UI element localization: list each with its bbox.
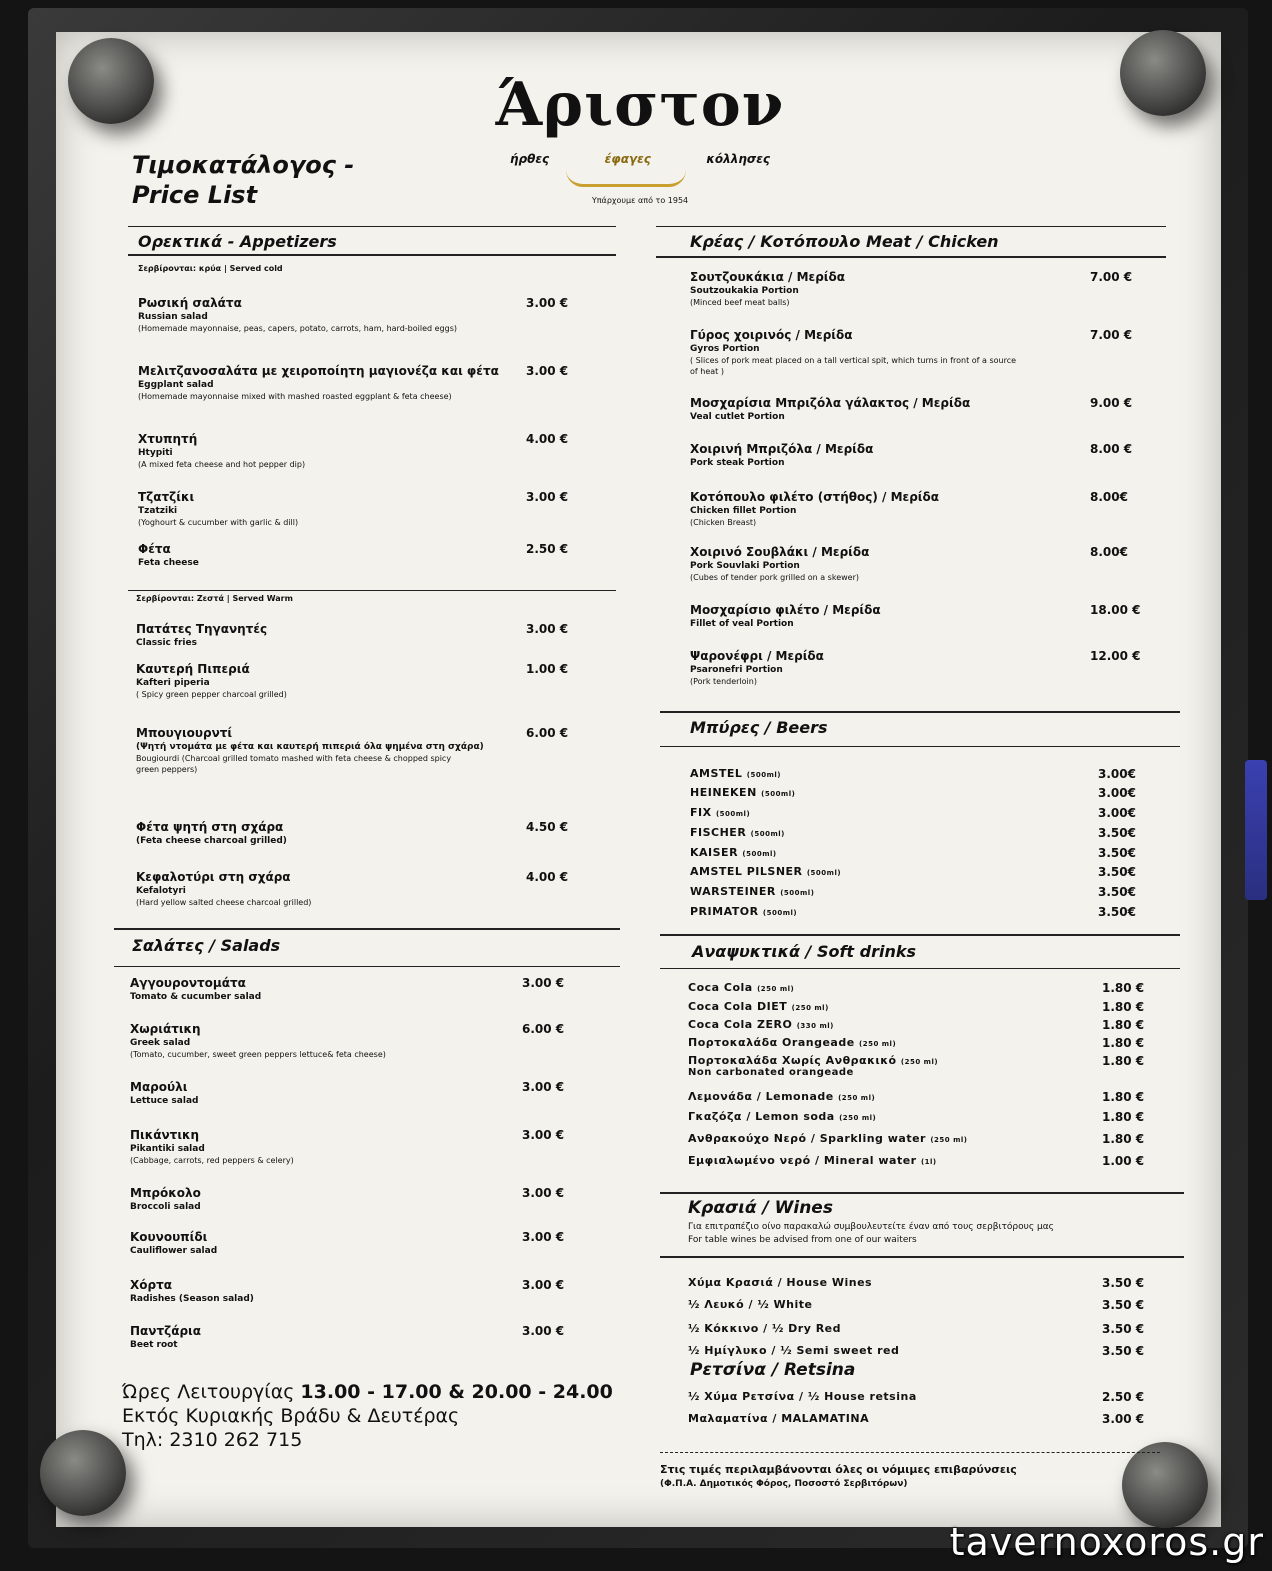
drink-size: (250 ml): [791, 1004, 829, 1012]
pin-bottom-left: [40, 1430, 126, 1516]
menu-item: [138, 542, 199, 569]
item-name: Μελιτζανοσαλάτα με χειροποίητη μαγιονέζα και φέτα: [138, 364, 499, 378]
section-appetizers-heading: Ορεκτικά - Appetizers: [138, 232, 337, 251]
item-description: (Homemade mayonnaise, peas, capers, potato, carrots, ham, hard-boiled eggs): [138, 324, 457, 333]
item-name: Πατάτες Τηγανητές: [136, 622, 268, 636]
item-price: 18.00 €: [1090, 603, 1141, 617]
item-price: 8.00 €: [1090, 442, 1133, 456]
item-description: (A mixed feta cheese and hot pepper dip): [138, 460, 306, 469]
item-price: 2.50 €: [526, 542, 569, 556]
item-english-name: (Ψητή ντομάτα με φέτα και καυτερή πιπεριά όλα ψημένα στη σχάρα): [136, 742, 484, 752]
tax-note-line-1: Στις τιμές περιλαμβάνονται όλες οι νόμιμες επιβαρύνσεις: [660, 1463, 1017, 1476]
drink-name: Coca Cola ZERO: [688, 1018, 793, 1031]
drink-row: [690, 885, 814, 898]
section-retsina-heading: Ρετσίνα / Retsina: [690, 1360, 856, 1380]
item-english-name: Broccoli salad: [130, 1202, 201, 1212]
drink-size: (500ml): [746, 771, 781, 779]
drink-size: (1l): [920, 1158, 937, 1166]
item-price: 3.00 €: [526, 296, 569, 310]
rule: [128, 590, 616, 591]
item-name: Καυτερή Πιπεριά: [136, 662, 250, 676]
item-name: Γύρος χοιρινός / Μερίδα: [690, 328, 853, 342]
rule: [660, 968, 1180, 969]
brand-logo: Άριστον: [495, 70, 785, 140]
page-title-greek: Τιμοκατάλογος -: [132, 151, 355, 179]
pin-top-left: [68, 38, 154, 124]
drink-row: [690, 767, 781, 780]
drink-name: Ανθρακούχο Νερό / Sparkling water: [688, 1132, 926, 1145]
menu-item: [136, 870, 311, 908]
drink-name: Εμφιαλωμένο νερό / Mineral water: [688, 1154, 917, 1167]
item-price: 9.00 €: [1090, 396, 1133, 410]
item-english-name: Gyros Portion: [690, 344, 760, 354]
rule: [660, 934, 1180, 936]
served-warm-note: Σερβίρονται: Ζεστά | Served Warm: [136, 594, 293, 603]
item-description: (Chicken Breast): [690, 518, 757, 527]
drink-row: [688, 1276, 872, 1289]
drink-name: FIX: [690, 806, 712, 819]
drink-row: [690, 826, 785, 839]
phone-number: Τηλ: 2310 262 715: [122, 1429, 303, 1451]
item-name: Πικάντικη: [130, 1128, 200, 1142]
drink-row: [688, 1322, 841, 1335]
item-english-name: Pork steak Portion: [690, 458, 785, 468]
drink-price: 1.00 €: [1102, 1154, 1145, 1168]
drink-name: Πορτοκαλάδα Χωρίς Ανθρακικό: [688, 1054, 897, 1067]
menu-item: [136, 726, 484, 775]
item-price: 3.00 €: [522, 1128, 565, 1142]
drink-size: (250 ml): [838, 1094, 876, 1102]
item-english-name: Chicken fillet Portion: [690, 506, 797, 516]
drink-row: [690, 905, 797, 918]
drink-size: (330 ml): [796, 1022, 834, 1030]
drink-row: [688, 1110, 876, 1123]
item-name: Μπρόκολο: [130, 1186, 201, 1200]
rule: [660, 711, 1180, 713]
item-english-name: (Feta cheese charcoal grilled): [136, 836, 287, 846]
item-name: Ψαρονέφρι / Μερίδα: [690, 649, 824, 663]
item-name: Αγγουροντομάτα: [130, 976, 246, 990]
menu-item: [690, 442, 873, 469]
page-title: [132, 150, 354, 210]
item-description: ( Spicy green pepper charcoal grilled): [136, 690, 287, 699]
item-english-name: Psaronefri Portion: [690, 665, 783, 675]
menu-item: [690, 545, 869, 583]
drink-price: 1.80 €: [1102, 1036, 1145, 1050]
item-name: Χόρτα: [130, 1278, 172, 1292]
drink-name: Γκαζόζα / Lemon soda: [688, 1110, 835, 1123]
item-description: (Yoghourt & cucumber with garlic & dill): [138, 518, 299, 527]
rule: [114, 928, 620, 930]
item-name: Χωριάτικη: [130, 1022, 201, 1036]
item-description: ( Slices of pork meat placed on a tall vertical spit, which turns in front of a source of heat ): [690, 356, 1017, 376]
drink-price: 2.50 €: [1102, 1390, 1145, 1404]
drink-name: ½ Χύμα Ρετσίνα / ½ House retsina: [688, 1390, 917, 1403]
item-english-name: Beet root: [130, 1340, 178, 1350]
item-price: 1.00 €: [526, 662, 569, 676]
drink-row: [688, 1412, 869, 1425]
item-name: Μοσχαρίσια Μπριζόλα γάλακτος / Μερίδα: [690, 396, 971, 410]
pin-bottom-right: [1122, 1442, 1208, 1528]
menu-item: [136, 622, 267, 649]
menu-item: [138, 490, 298, 528]
menu-item: [690, 649, 824, 687]
drink-name: ½ Ημίγλυκο / ½ Semi sweet red: [688, 1344, 900, 1357]
section-salads-heading: Σαλάτες / Salads: [132, 936, 281, 955]
drink-price: 3.00 €: [1102, 1412, 1145, 1426]
item-english-name: Pork Souvlaki Portion: [690, 561, 800, 571]
drink-name: PRIMATOR: [690, 905, 759, 918]
drink-price: 3.50€: [1098, 885, 1136, 899]
item-name: Τζατζίκι: [138, 490, 195, 504]
drink-row: [690, 865, 841, 878]
item-english-name: Kefalotyri: [136, 886, 186, 896]
item-english-name: Kafteri piperia: [136, 678, 210, 688]
drink-row: [688, 1090, 875, 1103]
item-english-name: Pikantiki salad: [130, 1144, 205, 1154]
item-description: (Homemade mayonnaise mixed with mashed roasted eggplant & feta cheese): [138, 392, 452, 401]
drink-price: 1.80 €: [1102, 1110, 1145, 1124]
drink-size: (500ml): [806, 869, 842, 877]
drink-name: Λεμονάδα / Lemonade: [688, 1090, 834, 1103]
item-description: (Hard yellow salted cheese charcoal grilled): [136, 898, 312, 907]
drink-row: [688, 1344, 899, 1357]
tax-note: [660, 1463, 1017, 1491]
item-description: (Cubes of tender pork grilled on a skewer): [690, 573, 859, 582]
pin-top-right: [1120, 30, 1206, 116]
drink-row: [688, 1000, 829, 1013]
drink-size: (500ml): [750, 830, 785, 838]
drink-price: 3.50€: [1098, 826, 1136, 840]
item-description: (Tomato, cucumber, sweet green peppers lettuce& feta cheese): [130, 1050, 386, 1059]
wines-note-greek: Για επιτραπέζιο οίνο παρακαλώ συμβουλευτείτε έναν από τους σερβιτόρους μας: [688, 1222, 1054, 1232]
drink-name: ½ Λευκό / ½ White: [688, 1298, 813, 1311]
item-english-name: Veal cutlet Portion: [690, 412, 785, 422]
drink-price: 3.50€: [1098, 865, 1136, 879]
opening-hours: [122, 1380, 613, 1452]
item-price: 7.00 €: [1090, 270, 1133, 284]
drink-name: Coca Cola: [688, 981, 753, 994]
tagline-word-3: κόλλησες: [706, 152, 770, 166]
item-english-name: Russian salad: [138, 312, 208, 322]
menu-item: [130, 1230, 217, 1257]
menu-item: [138, 296, 457, 334]
drink-size: (250 ml): [757, 985, 795, 993]
drink-name: AMSTEL: [690, 767, 743, 780]
item-price: 8.00€: [1090, 490, 1128, 504]
closed-days: Εκτός Κυριακής Βράδυ & Δευτέρας: [122, 1405, 460, 1427]
menu-item: [136, 662, 287, 700]
item-english-name: Soutzoukakia Portion: [690, 286, 799, 296]
brand-tagline: [510, 152, 770, 166]
menu-item: [690, 270, 845, 308]
menu-item: [130, 1080, 198, 1107]
rule: [660, 1256, 1184, 1258]
menu-item: [130, 1324, 201, 1351]
item-name: Φέτα ψητή στη σχάρα: [136, 820, 284, 834]
item-price: 3.00 €: [522, 1186, 565, 1200]
tax-note-line-2: (Φ.Π.Α. Δημοτικός Φόρος, Ποσοστό Σερβιτόρων): [660, 1479, 908, 1489]
item-description: (Minced beef meat balls): [690, 298, 790, 307]
drink-row: [690, 846, 777, 859]
drink-row: [690, 786, 795, 799]
item-name: Χτυπητή: [138, 432, 198, 446]
item-price: 6.00 €: [522, 1022, 565, 1036]
item-price: 4.00 €: [526, 870, 569, 884]
item-price: 3.00 €: [522, 1080, 565, 1094]
menu-item: [136, 820, 287, 847]
item-english-name: Feta cheese: [138, 558, 199, 568]
item-description: Bougiourdi (Charcoal grilled tomato mashed with feta cheese & chopped spicy green peppers): [136, 754, 452, 774]
drink-row: [688, 1036, 896, 1049]
item-name: Κεφαλοτύρι στη σχάρα: [136, 870, 291, 884]
drink-name: AMSTEL PILSNER: [690, 865, 803, 878]
page-title-english: Price List: [132, 181, 258, 209]
drink-row: [688, 1018, 834, 1031]
drink-price: 3.50€: [1098, 846, 1136, 860]
item-english-name: Cauliflower salad: [130, 1246, 218, 1256]
drink-row: [688, 981, 794, 994]
item-english-name: Classic fries: [136, 638, 197, 648]
drink-price: 1.80 €: [1102, 1054, 1145, 1068]
item-description: (Pork tenderloin): [690, 677, 757, 686]
menu-item: [130, 1186, 201, 1213]
drink-size: (250 ml): [930, 1136, 968, 1144]
item-english-name: Eggplant salad: [138, 380, 214, 390]
item-english-name: Htypiti: [138, 448, 173, 458]
item-name: Χοιρινό Σουβλάκι / Μερίδα: [690, 545, 870, 559]
rule: [128, 254, 616, 256]
item-price: 3.00 €: [526, 364, 569, 378]
item-price: 12.00 €: [1090, 649, 1141, 663]
background-light: [1245, 760, 1267, 900]
section-soft-drinks-heading: Αναψυκτικά / Soft drinks: [692, 942, 917, 961]
item-name: Παντζάρια: [130, 1324, 201, 1338]
menu-item: [138, 432, 305, 470]
drink-row: [690, 806, 750, 819]
section-wines-heading: Κρασιά / Wines: [688, 1198, 833, 1218]
rule: [660, 1452, 1160, 1453]
drink-name: KAISER: [690, 846, 739, 859]
drink-row: [688, 1390, 917, 1403]
drink-size: (500ml): [761, 790, 796, 798]
rule: [128, 226, 616, 227]
section-beers-heading: Μπύρες / Beers: [690, 718, 828, 737]
hours-label: Ώρες Λειτουργίας: [122, 1381, 295, 1403]
tagline-word-1: ήρθες: [510, 152, 550, 166]
served-cold-note: Σερβίρονται: κρύα | Served cold: [138, 264, 283, 273]
item-name: Ρωσική σαλάτα: [138, 296, 242, 310]
menu-item: [690, 490, 939, 528]
drink-price: 3.50 €: [1102, 1298, 1145, 1312]
tagline-word-2: έφαγες: [604, 152, 651, 166]
item-name: Μοσχαρίσιο φιλέτο / Μερίδα: [690, 603, 881, 617]
drink-row: [688, 1298, 813, 1311]
drink-price: 1.80 €: [1102, 1090, 1145, 1104]
item-name: Σουτζουκάκια / Μερίδα: [690, 270, 845, 284]
drink-name: HEINEKEN: [690, 786, 757, 799]
rule: [114, 966, 620, 967]
item-english-name: Fillet of veal Portion: [690, 619, 794, 629]
item-price: 3.00 €: [526, 490, 569, 504]
drink-size: (250 ml): [900, 1058, 939, 1066]
item-name: Μπουγιουρντί: [136, 726, 233, 740]
drink-price: 3.00€: [1098, 786, 1136, 800]
menu-item: [130, 1128, 294, 1166]
menu-item: [690, 396, 970, 423]
rule: [656, 256, 1166, 258]
drink-price: 1.80 €: [1102, 1000, 1145, 1014]
item-price: 3.00 €: [522, 1230, 565, 1244]
drink-row: [688, 1054, 938, 1078]
watermark: tavernoxoros.gr: [949, 1520, 1264, 1564]
drink-size: (500ml): [742, 850, 777, 858]
item-price: 8.00€: [1090, 545, 1128, 559]
menu-item: [130, 976, 261, 1003]
rule: [660, 1192, 1184, 1194]
drink-row: [688, 1132, 967, 1145]
item-english-name: Tzatziki: [138, 506, 178, 516]
item-english-name: Tomato & cucumber salad: [130, 992, 262, 1002]
drink-size: (250 ml): [859, 1040, 897, 1048]
drink-name: ½ Κόκκινο / ½ Dry Red: [688, 1322, 842, 1335]
item-price: 3.00 €: [522, 976, 565, 990]
section-meat-heading: Κρέας / Κοτόπουλο Meat / Chicken: [690, 232, 999, 251]
drink-size: (250 ml): [839, 1114, 877, 1122]
drink-price: 1.80 €: [1102, 1018, 1145, 1032]
wines-note-english: For table wines be advised from one of our waiters: [688, 1235, 917, 1245]
rule: [660, 746, 1180, 747]
drink-name: Χύμα Κρασιά / House Wines: [688, 1276, 873, 1289]
item-name: Φέτα: [138, 542, 171, 556]
item-price: 4.00 €: [526, 432, 569, 446]
drink-price: 3.50€: [1098, 905, 1136, 919]
menu-item: [138, 364, 499, 402]
drink-row: [688, 1154, 937, 1167]
item-description: (Cabbage, carrots, red peppers & celery): [130, 1156, 294, 1165]
drink-name: Μαλαματίνα / MALAMATINA: [688, 1412, 870, 1425]
item-english-name: Radishes (Season salad): [130, 1294, 254, 1304]
drink-price: 3.50 €: [1102, 1344, 1145, 1358]
hours-value: 13.00 - 17.00 & 20.00 - 24.00: [300, 1381, 613, 1403]
item-english-name: Greek salad: [130, 1038, 191, 1048]
item-name: Μαρούλι: [130, 1080, 188, 1094]
logo-swoosh-icon: [566, 170, 686, 187]
item-price: 6.00 €: [526, 726, 569, 740]
drink-name: WARSTEINER: [690, 885, 776, 898]
drink-price: 1.80 €: [1102, 981, 1145, 995]
item-english-name: Lettuce salad: [130, 1096, 199, 1106]
drink-price: 3.00€: [1098, 767, 1136, 781]
drink-size: (500ml): [715, 810, 751, 818]
menu-item: [690, 603, 881, 630]
drink-name: Πορτοκαλάδα Orangeade: [688, 1036, 855, 1049]
drink-price: 3.00€: [1098, 806, 1136, 820]
menu-item: [130, 1278, 254, 1305]
drink-name: Coca Cola DIET: [688, 1000, 788, 1013]
brand-since: Υπάρχουμε από το 1954: [591, 196, 689, 205]
drink-subtitle: Non carbonated orangeade: [688, 1067, 854, 1078]
drink-size: (500ml): [762, 909, 798, 917]
item-name: Κοτόπουλο φιλέτο (στήθος) / Μερίδα: [690, 490, 939, 504]
item-name: Κουνουπίδι: [130, 1230, 208, 1244]
item-price: 3.00 €: [522, 1324, 565, 1338]
item-price: 7.00 €: [1090, 328, 1133, 342]
item-price: 3.00 €: [526, 622, 569, 636]
item-name: Χοιρινή Μπριζόλα / Μερίδα: [690, 442, 874, 456]
menu-item: [130, 1022, 386, 1060]
rule: [656, 226, 1166, 227]
drink-size: (500ml): [780, 889, 815, 897]
item-price: 3.00 €: [522, 1278, 565, 1292]
drink-price: 3.50 €: [1102, 1276, 1145, 1290]
drink-price: 3.50 €: [1102, 1322, 1145, 1336]
drink-name: FISCHER: [690, 826, 747, 839]
menu-item: [690, 328, 1020, 377]
item-price: 4.50 €: [526, 820, 569, 834]
drink-price: 1.80 €: [1102, 1132, 1145, 1146]
